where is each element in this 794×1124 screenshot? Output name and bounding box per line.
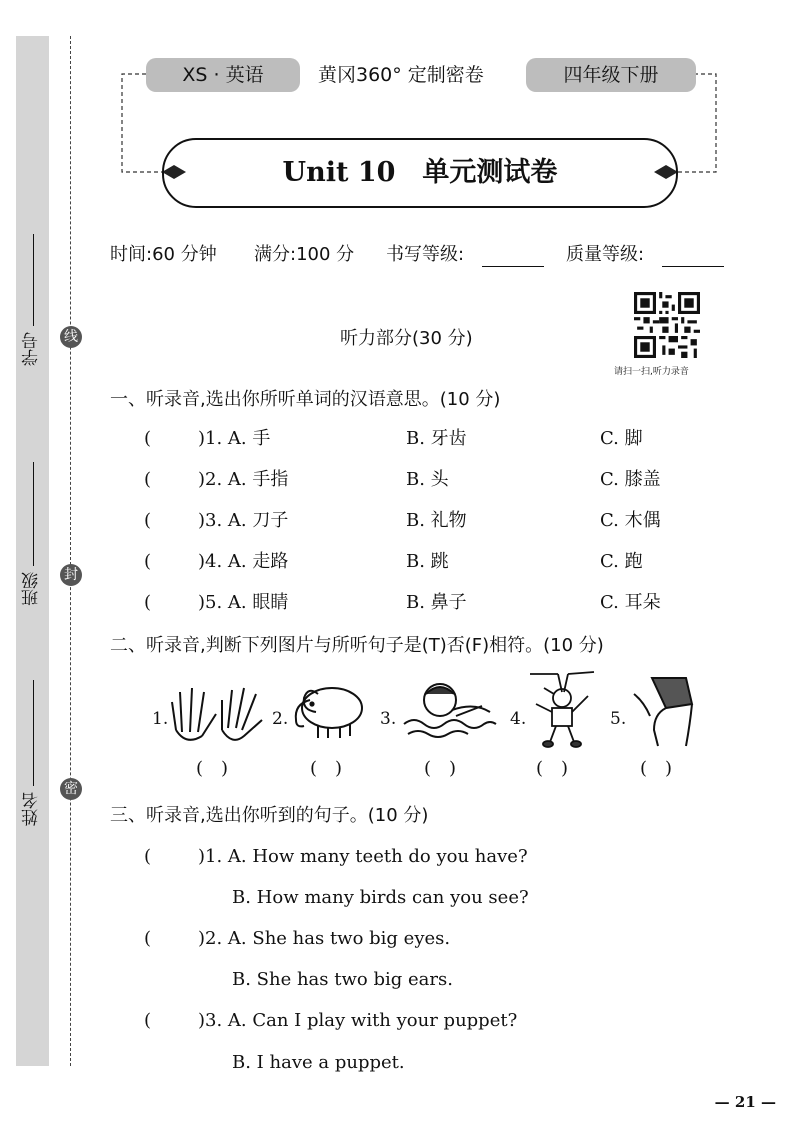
- answer-paren-2[interactable]: ( ): [310, 758, 343, 779]
- option-b: B. She has two big ears.: [232, 969, 453, 990]
- option-b: B. 头: [406, 469, 449, 490]
- answer-paren[interactable]: (: [144, 846, 152, 867]
- qr-code-icon[interactable]: [634, 292, 700, 358]
- picture-number: 4.: [510, 709, 527, 729]
- option-c: C. 脚: [600, 428, 643, 449]
- option-a: )1. A. How many teeth do you have?: [198, 846, 528, 867]
- name-line: [33, 680, 34, 786]
- picture-number: 1.: [152, 709, 169, 729]
- section-1-title: 一、听录音,选出你所听单词的汉语意思。(10 分): [110, 389, 501, 410]
- answer-paren-1[interactable]: ( ): [196, 758, 229, 779]
- page-title: Unit 10 单元测试卷: [162, 138, 678, 208]
- student-number-line: [33, 234, 34, 326]
- puppet-icon: [524, 670, 600, 750]
- quality-grade-label: 质量等级:: [566, 244, 645, 265]
- option-a: )1. A. 手: [198, 428, 271, 449]
- picture-number: 3.: [380, 709, 397, 729]
- option-a: )2. A. She has two big eyes.: [198, 928, 451, 949]
- seal-seal-mark: 封: [60, 564, 82, 586]
- answer-paren[interactable]: (: [144, 592, 152, 613]
- option-b: B. How many birds can you see?: [232, 887, 529, 908]
- cut-line: [70, 36, 71, 1066]
- hands-icon: [166, 680, 266, 748]
- option-c: C. 耳朵: [600, 592, 661, 613]
- answer-paren[interactable]: (: [144, 1010, 152, 1031]
- option-a: )4. A. 走路: [198, 551, 289, 572]
- option-a: )2. A. 手指: [198, 469, 289, 490]
- option-a: )5. A. 眼睛: [198, 592, 289, 613]
- full-score-info: 满分:100 分: [254, 244, 355, 265]
- swimmer-icon: [398, 676, 498, 742]
- option-c: C. 膝盖: [600, 469, 661, 490]
- elephant-icon: [288, 682, 372, 742]
- class-line: [33, 462, 34, 566]
- name-label: 姓名: [22, 792, 42, 826]
- class-label: 班级: [22, 572, 42, 606]
- option-b: B. 鼻子: [406, 592, 467, 613]
- option-c: C. 木偶: [600, 510, 661, 531]
- answer-paren-4[interactable]: ( ): [536, 758, 569, 779]
- subject-badge: XS · 英语: [146, 58, 300, 92]
- option-b: B. I have a puppet.: [232, 1052, 405, 1073]
- option-b: B. 礼物: [406, 510, 467, 531]
- picture-number: 2.: [272, 709, 289, 729]
- qr-caption: 请扫一扫,听力录音: [614, 367, 689, 377]
- option-a: )3. A. 刀子: [198, 510, 289, 531]
- answer-paren[interactable]: (: [144, 510, 152, 531]
- answer-paren-5[interactable]: ( ): [640, 758, 673, 779]
- writing-grade-blank[interactable]: [482, 248, 544, 267]
- answer-paren[interactable]: (: [144, 928, 152, 949]
- seal-secret-mark: 密: [60, 778, 82, 800]
- section-2-title: 二、听录音,判断下列图片与所听句子是(T)否(F)相符。(10 分): [110, 635, 604, 656]
- answer-paren[interactable]: (: [144, 469, 152, 490]
- knee-icon: [624, 674, 700, 750]
- writing-grade-label: 书写等级:: [386, 244, 465, 265]
- section-3-title: 三、听录音,选出你听到的句子。(10 分): [110, 805, 429, 826]
- option-c: C. 跑: [600, 551, 643, 572]
- listening-part-title: 听力部分(30 分): [340, 328, 473, 349]
- picture-number: 5.: [610, 709, 627, 729]
- grade-badge: 四年级下册: [526, 58, 696, 92]
- student-number-label: 学号: [22, 332, 42, 366]
- option-b: B. 牙齿: [406, 428, 467, 449]
- answer-paren[interactable]: (: [144, 428, 152, 449]
- seal-line-mark: 线: [60, 326, 82, 348]
- time-info: 时间:60 分钟: [110, 244, 217, 265]
- page-number: — 21 —: [714, 1093, 776, 1111]
- quality-grade-blank[interactable]: [662, 248, 724, 267]
- option-b: B. 跳: [406, 551, 449, 572]
- series-title: 黄冈360° 定制密卷: [318, 64, 484, 86]
- option-a: )3. A. Can I play with your puppet?: [198, 1010, 518, 1031]
- answer-paren-3[interactable]: ( ): [424, 758, 457, 779]
- answer-paren[interactable]: (: [144, 551, 152, 572]
